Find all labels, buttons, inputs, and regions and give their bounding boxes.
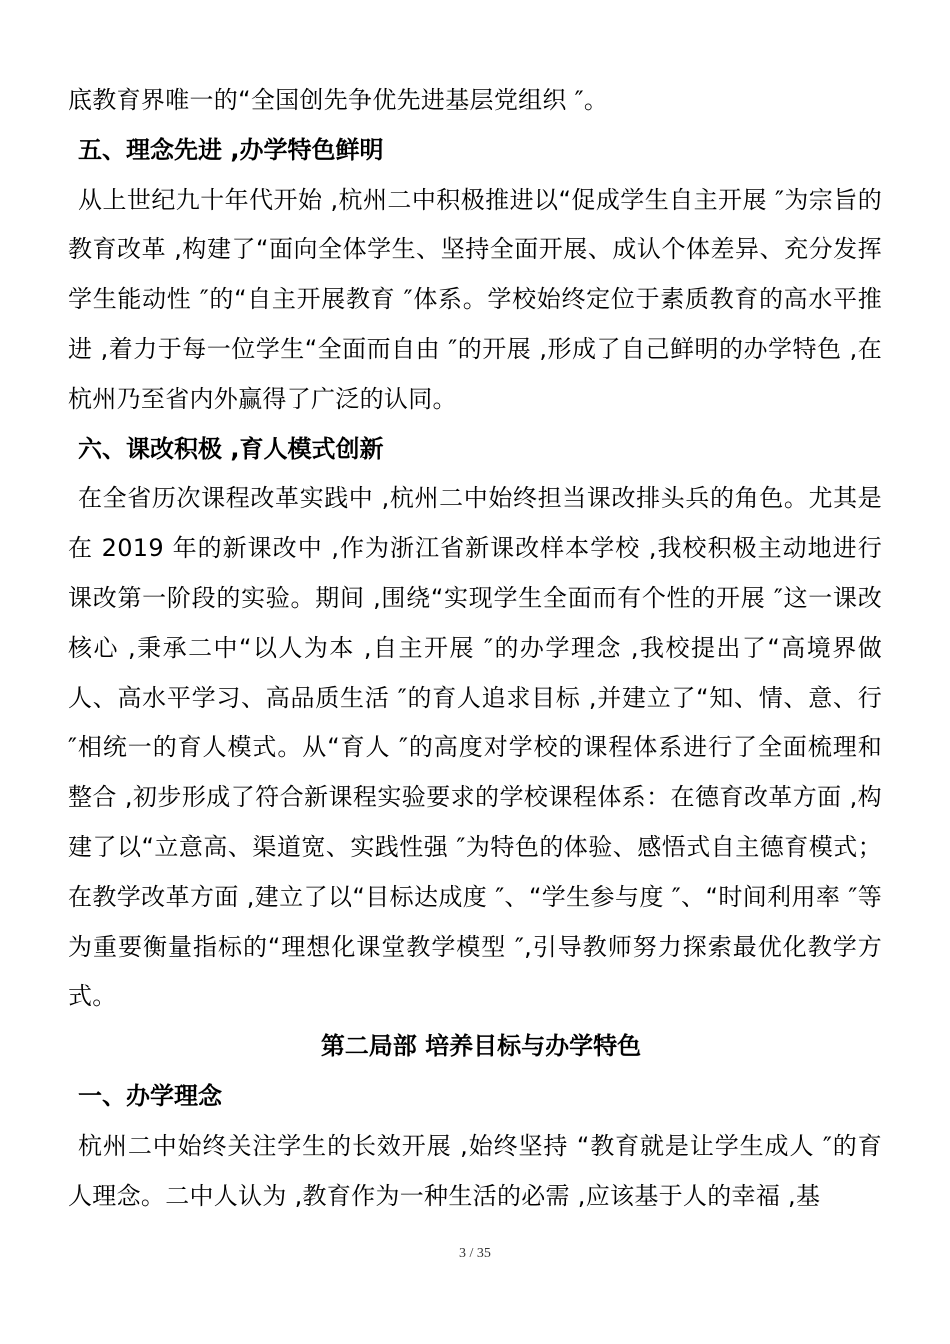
section-heading-1: 一、办学理念 (78, 1081, 222, 1110)
document-body (68, 76, 882, 1221)
page-number: 3 / 35 (459, 1246, 491, 1261)
part-title: 第二局部 培养目标与办学特色 (320, 1032, 642, 1061)
paragraph-section-5: 从上世纪九十年代开始 ,杭州二中积极推进以“促成学生自主开展 ″为宗旨的教育改革 ,构建了“面向全体学生、坚持全面开展、成认个体差异、充分发挥学生能动性 ″的“自主开展教育 ″体系。学校始终定位于素质教育的高水平推进 ,着力于每一位学生“全面而自由 ″的开展 ,形成了自己鲜明的办学特色 ,在杭州乃至省内外赢得了广泛的认同。 (68, 185, 882, 413)
section-heading-6: 六、课改积极 ,育人模式创新 (78, 434, 384, 463)
paragraph-section-1: 杭州二中始终关注学生的长效开展 ,始终坚持 “教育就是让学生成人 ″的育人理念。二中人认为 ,教育作为一种生活的必需 ,应该基于人的幸福 ,基 (68, 1131, 882, 1210)
section-heading-5: 五、理念先进 ,办学特色鲜明 (78, 135, 384, 164)
paragraph-section-6: 在全省历次课程改革实践中 ,杭州二中始终担当课改排头兵的角色。尤其是在 2019 年的新课改中 ,作为浙江省新课改样本学校 ,我校积极主动地进行课改第一阶段的实验。期间 ,围绕“实现学生全面而有个性的开展 ″这一课改核心 ,秉承二中“以人为本 ,自主开展 ″的办学理念 ,我校提出了“高境界做人、高水平学习、高品质生活 ″的育人追求目标 ,并建立了“知、情、意、行 ″相统一的育人模式。从“育人 ″的高度对学校的课程体系进行了全面梳理和整合 ,初步形成了符合新课程实验要求的学校课程体系：在德育改革方面 ,构建了以“立意高、渠道宽、实践性强 ″为特色的体验、感悟式自主德育模式；在教学改革方面 ,建立了以“目标达成度 ″、“学生参与度 ″、“时间利用率 ″等为重要衡量指标的“理想化课堂教学模型 ″,引导教师努力探索最优化教学方式。 (68, 484, 882, 1011)
paragraph-continuation: 底教育界唯一的“全国创先争优先进基层党组织 ″。 (68, 86, 609, 114)
